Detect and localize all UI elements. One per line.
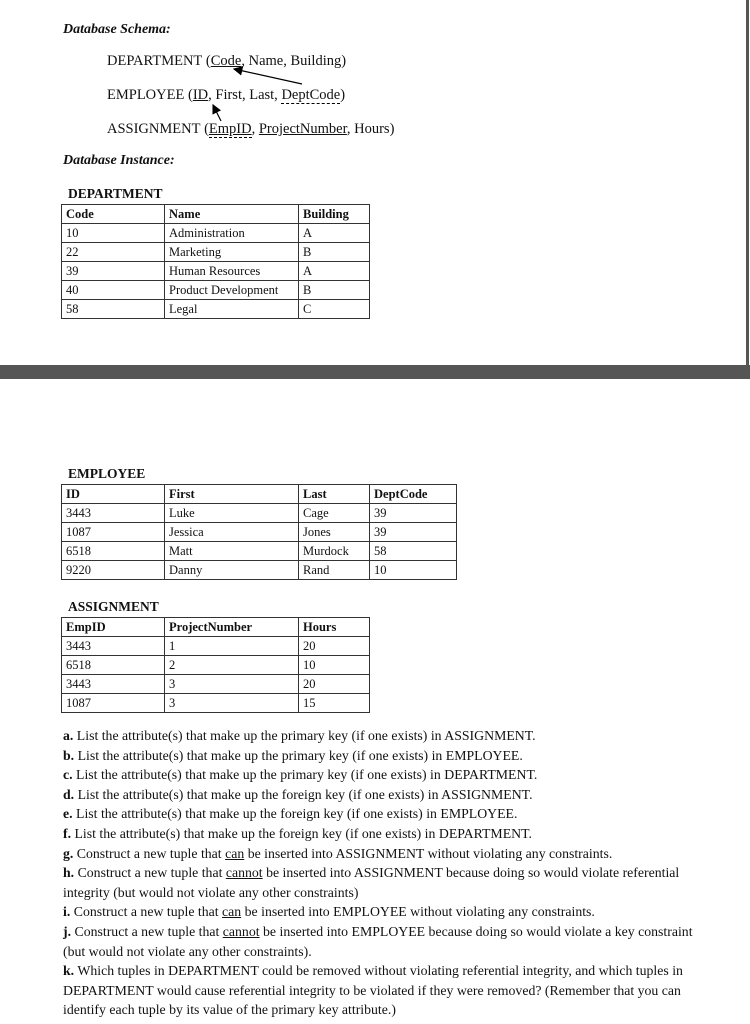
- assignment-header-row: [62, 618, 370, 637]
- table-cell: Legal: [165, 300, 299, 319]
- table-row: [62, 637, 370, 656]
- table-cell: 15: [299, 694, 370, 713]
- table-row: [62, 224, 370, 243]
- table-cell: 39: [370, 523, 457, 542]
- department-pk: Code: [210, 53, 242, 69]
- table-row: [62, 523, 457, 542]
- table-cell: 58: [370, 542, 457, 561]
- table-cell: 9220: [62, 561, 165, 580]
- table-cell: Human Resources: [165, 262, 299, 281]
- assignment-pk: ProjectNumber: [258, 121, 347, 137]
- table-cell: 58: [62, 300, 165, 319]
- question-e: e. List the attribute(s) that make up the foreign key (if one exists) in EMPLOYEE.: [63, 806, 518, 822]
- column-header: ID: [62, 485, 165, 504]
- table-cell: Administration: [165, 224, 299, 243]
- department-caption: DEPARTMENT: [68, 186, 163, 201]
- column-header: EmpID: [62, 618, 165, 637]
- table-cell: 10: [299, 656, 370, 675]
- column-header: Hours: [299, 618, 370, 637]
- question-i: i. Construct a new tuple that can be inserted into EMPLOYEE without violating any constraints.: [63, 904, 595, 920]
- schema-department: DEPARTMENT (Code, Name, Building): [107, 53, 347, 69]
- question-list: [63, 726, 693, 1020]
- assignment-pk-fk: EmpID: [208, 121, 252, 137]
- arrow-empid-to-id: [213, 105, 221, 121]
- table-row: [62, 675, 370, 694]
- table-row: [62, 694, 370, 713]
- table-cell: 22: [62, 243, 165, 262]
- column-header: Name: [165, 205, 299, 224]
- table-cell: 3443: [62, 504, 165, 523]
- table-cell: Product Development: [165, 281, 299, 300]
- question-j: j. Construct a new tuple that cannot be inserted into EMPLOYEE because doing so would violate a key constraint (but would not violate any other constraints).: [63, 923, 693, 959]
- question-k: k. Which tuples in DEPARTMENT could be removed without violating referential integrity, and which tuples in DEPARTMENT would cause referential integrity to be violated if they were removed? (Remember that you can identify each tuple by its value of the primary key attribute.): [63, 963, 683, 1018]
- column-header: First: [165, 485, 299, 504]
- department-header-row: [62, 205, 370, 224]
- table-row: [62, 243, 370, 262]
- table-row: [62, 262, 370, 281]
- schema-assignment: ASSIGNMENT (EmpID, ProjectNumber, Hours): [107, 121, 395, 137]
- table-cell: 3443: [62, 637, 165, 656]
- employee-pk: ID: [192, 87, 209, 103]
- question-c: c. List the attribute(s) that make up the primary key (if one exists) in DEPARTMENT.: [63, 767, 538, 783]
- table-cell: 3: [165, 675, 299, 694]
- question-b: b. List the attribute(s) that make up the primary key (if one exists) in EMPLOYEE.: [63, 747, 523, 763]
- question-f: f. List the attribute(s) that make up the foreign key (if one exists) in DEPARTMENT.: [63, 825, 532, 841]
- page-break-band: [0, 365, 750, 379]
- column-header: ProjectNumber: [165, 618, 299, 637]
- table-cell: 20: [299, 637, 370, 656]
- table-cell: Danny: [165, 561, 299, 580]
- table-cell: 10: [370, 561, 457, 580]
- table-cell: 1087: [62, 523, 165, 542]
- table-cell: Murdock: [299, 542, 370, 561]
- table-cell: 1: [165, 637, 299, 656]
- table-cell: Marketing: [165, 243, 299, 262]
- table-cell: 20: [299, 675, 370, 694]
- table-row: [62, 504, 457, 523]
- column-header: Code: [62, 205, 165, 224]
- table-cell: 39: [62, 262, 165, 281]
- schema-employee: EMPLOYEE (ID, First, Last, DeptCode): [107, 87, 346, 103]
- column-header: DeptCode: [370, 485, 457, 504]
- employee-fk: DeptCode: [281, 87, 341, 103]
- table-cell: 3443: [62, 675, 165, 694]
- question-d: d. List the attribute(s) that make up the foreign key (if one exists) in ASSIGNMENT.: [63, 786, 533, 802]
- table-cell: 6518: [62, 656, 165, 675]
- schema-title: Database Schema:: [63, 22, 171, 37]
- employee-header-row: [62, 485, 457, 504]
- table-cell: B: [299, 243, 370, 262]
- table-row: [62, 656, 370, 675]
- table-cell: 3: [165, 694, 299, 713]
- table-cell: Jones: [299, 523, 370, 542]
- table-cell: C: [299, 300, 370, 319]
- arrow-deptcode-to-code: [234, 69, 302, 84]
- foreign-key-arrows: [0, 0, 750, 160]
- table-cell: Luke: [165, 504, 299, 523]
- table-cell: Matt: [165, 542, 299, 561]
- page-right-border: [746, 0, 749, 378]
- table-cell: 10: [62, 224, 165, 243]
- assignment-table: [61, 617, 370, 713]
- table-cell: 40: [62, 281, 165, 300]
- employee-caption: EMPLOYEE: [68, 466, 146, 481]
- table-cell: A: [299, 262, 370, 281]
- department-table: [61, 204, 370, 319]
- table-cell: B: [299, 281, 370, 300]
- table-cell: 2: [165, 656, 299, 675]
- table-cell: 6518: [62, 542, 165, 561]
- table-cell: Rand: [299, 561, 370, 580]
- question-g: g. Construct a new tuple that can be inserted into ASSIGNMENT without violating any constraints.: [63, 845, 613, 861]
- table-cell: 1087: [62, 694, 165, 713]
- instance-title: Database Instance:: [63, 153, 175, 168]
- column-header: Building: [299, 205, 370, 224]
- table-cell: A: [299, 224, 370, 243]
- table-row: [62, 542, 457, 561]
- table-cell: Jessica: [165, 523, 299, 542]
- table-row: [62, 281, 370, 300]
- table-cell: Cage: [299, 504, 370, 523]
- table-row: [62, 300, 370, 319]
- table-cell: 39: [370, 504, 457, 523]
- table-row: [62, 561, 457, 580]
- question-a: a. List the attribute(s) that make up the primary key (if one exists) in ASSIGNMENT.: [63, 728, 536, 743]
- assignment-caption: ASSIGNMENT: [68, 599, 159, 614]
- column-header: Last: [299, 485, 370, 504]
- question-h: h. Construct a new tuple that cannot be inserted into ASSIGNMENT because doing so would violate referential integrity (but would not violate any other constraints): [63, 865, 680, 900]
- employee-table: [61, 484, 457, 580]
